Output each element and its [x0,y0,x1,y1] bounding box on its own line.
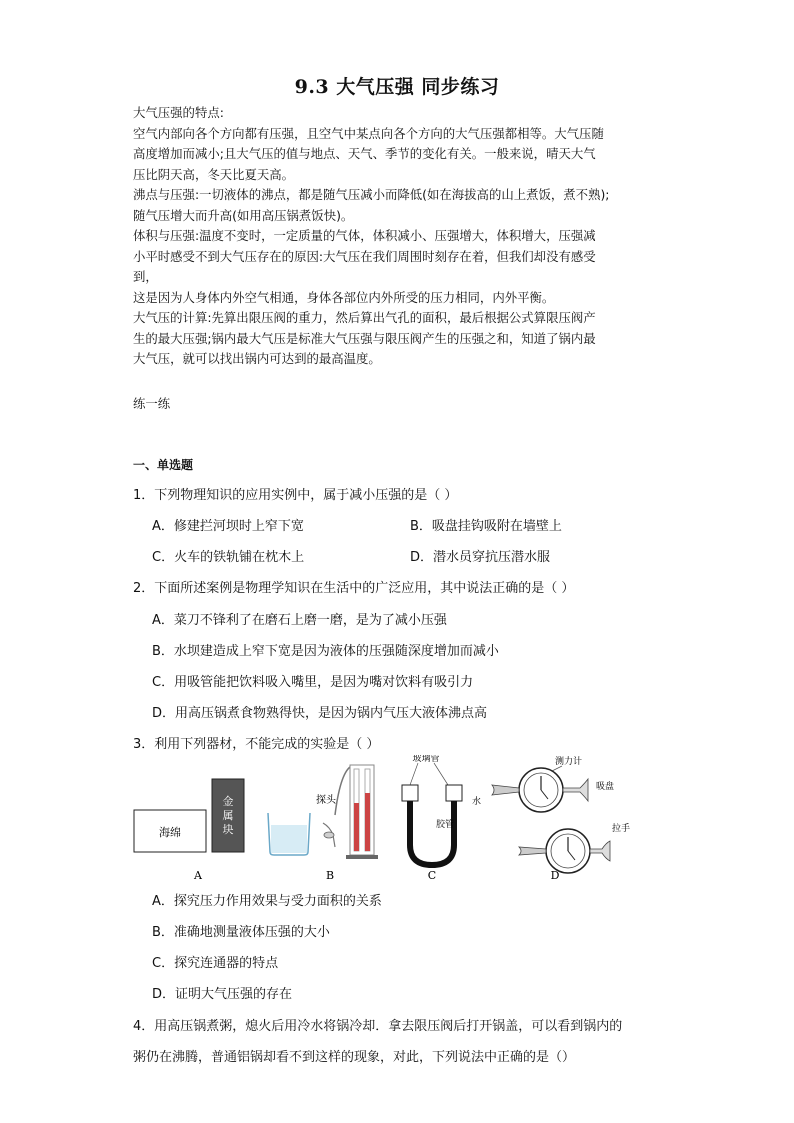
panel-b-manometer [268,765,378,882]
question-2-option-b[interactable]: B．水坝建造成上窄下宽是因为液体的压强随深度增加而减小 [152,644,499,659]
intro-line: 沸点与压强:一切液体的沸点，都是随气压减小而降低(如在海拔高的山上煮饭，煮不熟); [133,187,610,202]
panel-c-connected-vessels [402,755,481,882]
intro-line: 随气压增大而升高(如用高压锅煮饭快)。 [133,207,354,223]
question-4-stem-line-1: 4．用高压锅煮粥，熄火后用冷水将锅冷却．拿去限压阀后打开锅盖，可以看到锅内的 [133,1019,623,1034]
intro-line: 高度增加而减小;且大气压的值与地点、天气、季节的变化有关。一般来说，晴天大气 [133,146,596,161]
question-3-stem: 3．利用下列器材，不能完成的实验是（ ） [133,737,380,752]
panel-letter-a: A [194,869,202,882]
question-2-option-c[interactable]: C．用吸管能把饮料吸入嘴里，是因为嘴对饮料有吸引力 [152,675,474,690]
intro-line: 小平时感受不到大气压存在的原因:大气压在我们周围时刻存在着，但我们却没有感受 [133,248,596,264]
practice-heading: 练一练 [133,396,171,411]
panel-letter-b: B [325,869,335,882]
question-1-option-d[interactable]: D．潜水员穿抗压潜水服 [410,550,551,565]
intro-line: 体积与压强:温度不变时，一定质量的气体，体积减小、压强增大，体积增大，压强减 [133,228,596,243]
metal-block-label-2: 属 [222,809,234,822]
question-3-option-a[interactable]: A．探究压力作用效果与受力面积的关系 [152,894,382,909]
question-3-option-d[interactable]: D．证明大气压强的存在 [152,987,293,1002]
intro-line: 这是因为人身体内外空气相通，身体各部位内外所受的压力相同，内外平衡。 [133,289,555,305]
intro-line: 生的最大压强;锅内最大气压是标准大气压强与限压阀产生的压强之和，知道了锅内最 [133,330,596,346]
intro-line: 大气压强的特点: [133,105,224,120]
intro-text [133,103,663,370]
question-3-option-b[interactable]: B．准确地测量液体压强的大小 [152,925,330,940]
panel-letter-c: C [427,869,437,882]
panel-d-spring-scales [492,755,630,882]
spring-scale-label: 测力计 [555,757,583,767]
question-2-option-a[interactable]: A．菜刀不锋利了在磨石上磨一磨，是为了减小压强 [152,613,447,628]
panel-a-sponge-block [134,779,244,882]
question-2-option-d[interactable]: D．用高压锅煮食物熟得快，是因为锅内气压大液体沸点高 [152,706,488,721]
question-1-option-c[interactable]: C．火车的铁轨铺在枕木上 [152,550,305,565]
panel-letter-d: D [550,869,560,882]
probe-label: 探头 [316,795,336,806]
water-label: 水 [472,797,482,807]
question-1-stem: 1．下列物理知识的应用实例中，属于减小压强的是（ ） [133,488,458,503]
question-2-stem: 2．下面所述案例是物理学知识在生活中的广泛应用，其中说法正确的是（ ） [133,581,575,596]
intro-line: 压比阴天高，冬天比夏天高。 [133,166,295,182]
metal-block-label-3: 块 [222,823,234,836]
page-title: 9.3 大气压强 同步练习 [294,76,500,98]
question-1-option-a[interactable]: A．修建拦河坝时上窄下宽 [152,519,304,534]
suction-cup-label: 吸盘 [596,782,615,792]
intro-line: 大气压，就可以找出锅内可达到的最高温度。 [133,351,381,366]
metal-block-label-1: 金 [222,795,234,808]
glass-tube-label: 玻璃管 [412,755,440,764]
question-1-option-b[interactable]: B．吸盘挂钩吸附在墙壁上 [410,519,562,534]
intro-line: 大气压的计算:先算出限压阀的重力，然后算出气孔的面积，最后根据公式算限压阀产 [133,310,596,325]
section-heading: 一、单选题 [133,458,194,472]
rubber-tube-label: 胶管 [436,820,455,830]
intro-line: 空气内部向各个方向都有压强，且空气中某点向各个方向的大气压强都相等。大气压随 [133,125,604,141]
question-3-option-c[interactable]: C．探究连通器的特点 [152,956,279,971]
sponge-label: 海绵 [159,826,181,839]
question-3-figure [130,755,650,885]
handle-label: 拉手 [612,824,631,834]
intro-line: 到， [133,269,158,284]
question-4-stem-line-2: 粥仍在沸腾，普通铝锅却看不到这样的现象，对此，下列说法中正确的是（） [133,1050,576,1065]
